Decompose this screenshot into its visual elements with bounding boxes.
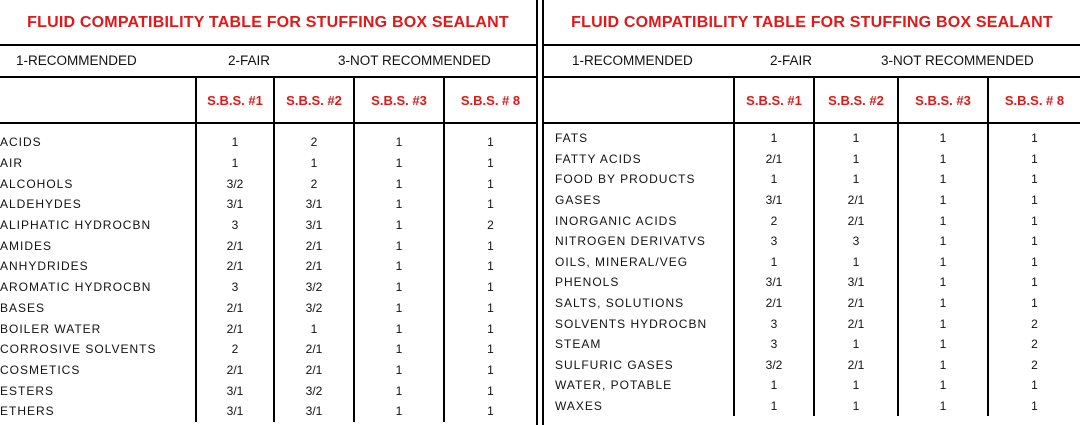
- rating-cell: 1: [814, 334, 898, 355]
- table-row: [0, 153, 536, 174]
- rating-cell: 3/2: [274, 380, 354, 401]
- rating-cell: 1: [444, 401, 536, 422]
- table-row: [544, 128, 1080, 149]
- rating-cell: 1: [354, 173, 444, 194]
- rating-cell: 2/1: [274, 256, 354, 277]
- column-header-sbs1: S.B.S. #1: [734, 78, 814, 123]
- table-row: [0, 298, 536, 319]
- rating-cell: 1: [898, 293, 988, 314]
- legend-recommended: 1-RECOMMENDED: [572, 53, 693, 68]
- rating-cell: 2/1: [814, 210, 898, 231]
- legend-fair: 2-FAIR: [770, 53, 813, 68]
- rating-cell: 2: [444, 215, 536, 236]
- table-row: [544, 313, 1080, 334]
- rating-legend: [544, 53, 1080, 73]
- header-spacer-row: [0, 123, 536, 132]
- rating-cell: 1: [354, 215, 444, 236]
- rating-cell: 1: [898, 396, 988, 417]
- rating-cell: 1: [898, 190, 988, 211]
- rating-cell: 1: [988, 396, 1080, 417]
- rating-cell: 1: [898, 169, 988, 190]
- column-header-sbs2: S.B.S. #2: [274, 78, 354, 123]
- compatibility-table-right: [544, 78, 1080, 416]
- rating-cell: 1: [814, 396, 898, 417]
- rating-cell: 2: [988, 355, 1080, 376]
- table-row: [0, 132, 536, 153]
- table-title: FLUID COMPATIBILITY TABLE FOR STUFFING BOX SEALANT: [27, 14, 509, 31]
- rating-cell: 1: [988, 293, 1080, 314]
- fluid-name: ETHERS: [0, 401, 196, 422]
- rating-cell: 2/1: [274, 235, 354, 256]
- table-row: [544, 252, 1080, 273]
- rating-cell: 2/1: [765, 296, 783, 311]
- fluid-name: GASES: [544, 190, 734, 211]
- rating-cell: 2: [274, 173, 354, 194]
- fluid-name: ALIPHATIC HYDROCBN: [0, 215, 196, 236]
- rating-cell: 1: [354, 298, 444, 319]
- rating-cell: 2: [770, 213, 778, 228]
- fluid-name: BOILER WATER: [0, 318, 196, 339]
- rating-cell: 1: [274, 318, 354, 339]
- rating-cell: 2/1: [765, 151, 783, 166]
- rating-cell: 3: [770, 234, 778, 249]
- rating-cell: 1: [444, 132, 536, 153]
- rating-cell: 1: [770, 131, 778, 146]
- rating-cell: 1: [898, 231, 988, 252]
- rating-cell: 3/1: [226, 383, 244, 398]
- rating-cell: 1: [988, 128, 1080, 149]
- rating-cell: 3/2: [765, 357, 783, 372]
- rating-cell: 3/1: [226, 404, 244, 419]
- rating-cell: 3/2: [274, 277, 354, 298]
- fluid-name: COSMETICS: [0, 360, 196, 381]
- rating-cell: 1: [898, 334, 988, 355]
- spacer-cell: [196, 123, 274, 132]
- rating-cell: 3/1: [765, 193, 783, 208]
- rating-cell: 3: [814, 231, 898, 252]
- rating-cell: 1: [354, 277, 444, 298]
- rating-cell: 1: [898, 375, 988, 396]
- table-row: [0, 360, 536, 381]
- rating-cell: 1: [770, 172, 778, 187]
- rating-cell: 1: [988, 375, 1080, 396]
- rating-cell: 1: [444, 318, 536, 339]
- rating-cell: 2/1: [274, 360, 354, 381]
- rating-cell: 1: [354, 194, 444, 215]
- fluid-name: CORROSIVE SOLVENTS: [0, 339, 196, 360]
- title-rule: [544, 44, 1080, 46]
- rating-legend: [0, 53, 536, 73]
- rating-cell: 2: [231, 342, 239, 357]
- table-row: [0, 256, 536, 277]
- rating-cell: 1: [898, 252, 988, 273]
- legend-recommended: 1-RECOMMENDED: [16, 53, 137, 68]
- rating-cell: 1: [988, 190, 1080, 211]
- fluid-name: AMIDES: [0, 235, 196, 256]
- rating-cell: 1: [354, 235, 444, 256]
- table-row: [544, 355, 1080, 376]
- rating-cell: 1: [898, 272, 988, 293]
- column-header-sbs2: S.B.S. #2: [814, 78, 898, 123]
- legend-not-recommended: 3-NOT RECOMMENDED: [338, 53, 491, 68]
- fluid-name: SOLVENTS HYDROCBN: [544, 313, 734, 334]
- spacer-cell: [354, 123, 444, 132]
- table-row: [0, 339, 536, 360]
- rating-cell: 1: [898, 210, 988, 231]
- fluid-name: BASES: [0, 298, 196, 319]
- fluid-name: NITROGEN DERIVATVS: [544, 231, 734, 252]
- rating-cell: 1: [354, 153, 444, 174]
- rating-cell: 1: [814, 149, 898, 170]
- fluid-name: SALTS, SOLUTIONS: [544, 293, 734, 314]
- rating-cell: 2/1: [226, 321, 244, 336]
- rating-cell: 2/1: [814, 190, 898, 211]
- rating-cell: 2: [988, 313, 1080, 334]
- fluid-column-header: [544, 78, 734, 123]
- rating-cell: 3/1: [274, 401, 354, 422]
- rating-cell: 1: [444, 256, 536, 277]
- table-title: FLUID COMPATIBILITY TABLE FOR STUFFING BOX SEALANT: [571, 14, 1053, 31]
- rating-cell: 3/1: [274, 215, 354, 236]
- rating-cell: 2/1: [274, 339, 354, 360]
- rating-cell: 1: [354, 360, 444, 381]
- table-row: [544, 210, 1080, 231]
- rating-cell: 1: [988, 252, 1080, 273]
- fluid-name: ANHYDRIDES: [0, 256, 196, 277]
- rating-cell: 1: [444, 194, 536, 215]
- rating-cell: 3: [231, 280, 239, 295]
- rating-cell: 1: [898, 149, 988, 170]
- fluid-name: OILS, MINERAL/VEG: [544, 252, 734, 273]
- fluid-name: INORGANIC ACIDS: [544, 210, 734, 231]
- rating-cell: 1: [770, 254, 778, 269]
- rating-cell: 3/1: [814, 272, 898, 293]
- table-row: [544, 231, 1080, 252]
- fluid-name: SULFURIC GASES: [544, 355, 734, 376]
- spacer-cell: [0, 123, 196, 132]
- left-panel: [0, 0, 538, 425]
- column-header-sbs1: S.B.S. #1: [196, 78, 274, 123]
- fluid-name: ACIDS: [0, 132, 196, 153]
- rating-cell: 1: [988, 231, 1080, 252]
- table-row: [0, 194, 536, 215]
- fluid-name: ESTERS: [0, 380, 196, 401]
- rating-cell: 1: [988, 210, 1080, 231]
- rating-cell: 2/1: [814, 313, 898, 334]
- rating-cell: 1: [444, 380, 536, 401]
- table-row: [0, 235, 536, 256]
- rating-cell: 1: [770, 399, 778, 414]
- fluid-name: FOOD BY PRODUCTS: [544, 169, 734, 190]
- rating-cell: 1: [354, 318, 444, 339]
- rating-cell: 2: [988, 334, 1080, 355]
- rating-cell: 1: [988, 169, 1080, 190]
- rating-cell: 1: [814, 128, 898, 149]
- rating-cell: 1: [231, 156, 239, 171]
- rating-cell: 2: [274, 132, 354, 153]
- column-header-sbs3: S.B.S. #3: [354, 78, 444, 123]
- rating-cell: 3: [770, 337, 778, 352]
- rating-cell: 1: [444, 298, 536, 319]
- rating-cell: 2/1: [814, 355, 898, 376]
- spacer-cell: [274, 123, 354, 132]
- fluid-name: ALDEHYDES: [0, 194, 196, 215]
- rating-cell: 3/1: [765, 275, 783, 290]
- table-row: [544, 293, 1080, 314]
- legend-not-recommended: 3-NOT RECOMMENDED: [881, 53, 1034, 68]
- rating-cell: 1: [274, 153, 354, 174]
- fluid-name: FATTY ACIDS: [544, 149, 734, 170]
- fluid-column-header: [0, 78, 196, 123]
- fluid-name: AIR: [0, 153, 196, 174]
- table-row: [0, 401, 536, 422]
- rating-cell: 3/1: [226, 197, 244, 212]
- table-row: [544, 396, 1080, 417]
- spacer-cell: [444, 123, 536, 132]
- rating-cell: 1: [444, 339, 536, 360]
- rating-cell: 1: [814, 252, 898, 273]
- rating-cell: 1: [988, 149, 1080, 170]
- title-rule: [0, 44, 536, 46]
- rating-cell: 1: [898, 313, 988, 334]
- right-panel: [542, 0, 1080, 425]
- rating-cell: 1: [898, 128, 988, 149]
- fluid-name: STEAM: [544, 334, 734, 355]
- table-row: [544, 375, 1080, 396]
- rating-cell: 3/1: [274, 194, 354, 215]
- table-row: [544, 190, 1080, 211]
- rating-cell: 1: [988, 272, 1080, 293]
- rating-cell: 1: [814, 169, 898, 190]
- rating-cell: 1: [444, 173, 536, 194]
- rating-cell: 2/1: [226, 259, 244, 274]
- fluid-name: AROMATIC HYDROCBN: [0, 277, 196, 298]
- fluid-name: FATS: [544, 128, 734, 149]
- rating-cell: 1: [444, 360, 536, 381]
- rating-cell: 2/1: [226, 300, 244, 315]
- fluid-name: PHENOLS: [544, 272, 734, 293]
- table-row: [0, 277, 536, 298]
- rating-cell: 1: [444, 235, 536, 256]
- rating-cell: 1: [444, 277, 536, 298]
- rating-cell: 3: [231, 218, 239, 233]
- column-header-sbs8: S.B.S. # 8: [988, 78, 1080, 123]
- rating-cell: 3/2: [274, 298, 354, 319]
- rating-cell: 2/1: [226, 362, 244, 377]
- compatibility-table-left: [0, 78, 536, 422]
- rating-cell: 1: [444, 153, 536, 174]
- column-header-sbs8: S.B.S. # 8: [444, 78, 536, 123]
- column-header-sbs3: S.B.S. #3: [898, 78, 988, 123]
- rating-cell: 2/1: [226, 238, 244, 253]
- rating-cell: 1: [354, 132, 444, 153]
- rating-cell: 1: [354, 339, 444, 360]
- fluid-name: WATER, POTABLE: [544, 375, 734, 396]
- rating-cell: 1: [354, 256, 444, 277]
- table-row: [0, 318, 536, 339]
- table-row: [544, 149, 1080, 170]
- rating-cell: 3/2: [226, 176, 244, 191]
- rating-cell: 1: [814, 375, 898, 396]
- rating-cell: 1: [231, 135, 239, 150]
- table-row: [544, 334, 1080, 355]
- table-row: [0, 380, 536, 401]
- table-row: [544, 272, 1080, 293]
- legend-fair: 2-FAIR: [228, 53, 271, 68]
- table-row: [544, 169, 1080, 190]
- rating-cell: 3: [770, 316, 778, 331]
- rating-cell: 2/1: [814, 293, 898, 314]
- table-row: [0, 173, 536, 194]
- rating-cell: 1: [354, 401, 444, 422]
- rating-cell: 1: [354, 380, 444, 401]
- rating-cell: 1: [770, 378, 778, 393]
- table-row: [0, 215, 536, 236]
- fluid-name: WAXES: [544, 396, 734, 417]
- fluid-name: ALCOHOLS: [0, 173, 196, 194]
- rating-cell: 1: [898, 355, 988, 376]
